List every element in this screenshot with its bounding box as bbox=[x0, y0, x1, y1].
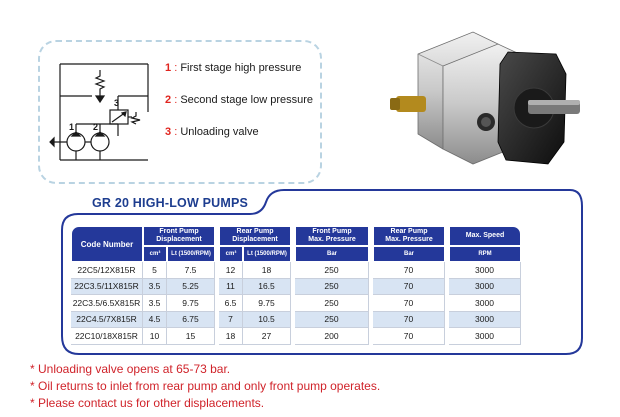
cell-rpm: 3000 bbox=[449, 262, 521, 279]
legend-item-1: 1 : First stage high pressure bbox=[165, 62, 302, 74]
header-rear-lt: Lt (1500/RPM) bbox=[243, 246, 291, 262]
header-front-bar: Bar bbox=[295, 246, 369, 262]
header-front-lt: Lt (1500/RPM) bbox=[167, 246, 215, 262]
header-front-cm3: cm³ bbox=[143, 246, 167, 262]
cell-front-cm3: 10 bbox=[143, 328, 167, 345]
cell-front-cm3: 3.5 bbox=[143, 279, 167, 296]
legend-num: 1 bbox=[165, 62, 172, 74]
header-displacement-label: Displacement bbox=[232, 236, 278, 243]
legend-num: 3 bbox=[165, 126, 172, 138]
cell-rpm: 3000 bbox=[449, 312, 521, 329]
cell-rear-cm3: 18 bbox=[219, 328, 243, 345]
legend-item-3: 3 : Unloading valve bbox=[165, 126, 259, 138]
header-rear-cm3: cm³ bbox=[219, 246, 243, 262]
cell-front-lt: 15 bbox=[167, 328, 215, 345]
cell-front-lt: 9.75 bbox=[167, 295, 215, 312]
cell-code: 22C3.5/11X815R bbox=[71, 279, 143, 296]
cell-front-bar: 250 bbox=[295, 262, 369, 279]
legend-text: Unloading valve bbox=[180, 126, 259, 138]
note-contact: * Please contact us for other displacements. bbox=[30, 396, 265, 410]
cell-front-bar: 200 bbox=[295, 328, 369, 345]
page-title: GR 20 HIGH-LOW PUMPS bbox=[92, 196, 249, 210]
cell-front-cm3: 3.5 bbox=[143, 295, 167, 312]
cell-rear-cm3: 6.5 bbox=[219, 295, 243, 312]
cell-front-lt: 6.75 bbox=[167, 312, 215, 329]
header-max-pressure-label: Max. Pressure bbox=[308, 236, 356, 243]
header-rear-pressure-label: Rear Pump bbox=[390, 228, 428, 235]
legend-text: Second stage low pressure bbox=[180, 94, 313, 106]
header-front-max-pressure bbox=[295, 226, 369, 246]
legend-text: First stage high pressure bbox=[180, 62, 302, 74]
schematic-label-2: 2 bbox=[93, 122, 99, 132]
header-front-pressure-label: Front Pump bbox=[312, 228, 352, 235]
cell-front-bar: 250 bbox=[295, 295, 369, 312]
cell-code: 22C10/18X815R bbox=[71, 328, 143, 345]
cell-rear-lt: 10.5 bbox=[243, 312, 291, 329]
cell-rear-lt: 9.75 bbox=[243, 295, 291, 312]
header-rear-bar: Bar bbox=[373, 246, 445, 262]
cell-rear-bar: 70 bbox=[373, 295, 445, 312]
cell-rear-lt: 27 bbox=[243, 328, 291, 345]
header-rear-pump-label: Rear Pump bbox=[236, 228, 274, 235]
cell-rear-cm3: 7 bbox=[219, 312, 243, 329]
header-rear-displacement bbox=[219, 226, 291, 246]
cell-front-bar: 250 bbox=[295, 312, 369, 329]
cell-code: 22C5/12X815R bbox=[71, 262, 143, 279]
cell-rpm: 3000 bbox=[449, 295, 521, 312]
header-rpm: RPM bbox=[449, 246, 521, 262]
schematic-label-1: 1 bbox=[69, 122, 75, 132]
cell-front-cm3: 4.5 bbox=[143, 312, 167, 329]
header-max-pressure-label: Max. Pressure bbox=[385, 236, 433, 243]
legend-item-2: 2 : Second stage low pressure bbox=[165, 94, 313, 106]
header-front-pump-label: Front Pump bbox=[159, 228, 199, 235]
cell-front-lt: 5.25 bbox=[167, 279, 215, 296]
cell-rear-bar: 70 bbox=[373, 328, 445, 345]
cell-rpm: 3000 bbox=[449, 279, 521, 296]
cell-front-bar: 250 bbox=[295, 279, 369, 296]
cell-rear-bar: 70 bbox=[373, 262, 445, 279]
header-rear-max-pressure bbox=[373, 226, 445, 246]
schematic-label-3: 3 bbox=[114, 98, 120, 108]
cell-rear-cm3: 11 bbox=[219, 279, 243, 296]
cell-rear-cm3: 12 bbox=[219, 262, 243, 279]
header-displacement-label: Displacement bbox=[156, 236, 202, 243]
header-front-displacement bbox=[143, 226, 215, 246]
note-unloading-valve: * Unloading valve opens at 65-73 bar. bbox=[30, 362, 231, 376]
cell-rpm: 3000 bbox=[449, 328, 521, 345]
cell-rear-lt: 16.5 bbox=[243, 279, 291, 296]
legend-num: 2 bbox=[165, 94, 172, 106]
cell-front-cm3: 5 bbox=[143, 262, 167, 279]
cell-rear-bar: 70 bbox=[373, 312, 445, 329]
note-oil-return: * Oil returns to inlet from rear pump and only front pump operates. bbox=[30, 379, 381, 393]
cell-front-lt: 7.5 bbox=[167, 262, 215, 279]
cell-rear-bar: 70 bbox=[373, 279, 445, 296]
cell-code: 22C4.5/7X815R bbox=[71, 312, 143, 329]
header-max-speed: Max. Speed bbox=[449, 226, 521, 246]
cell-code: 22C3.5/6.5X815R bbox=[71, 295, 143, 312]
cell-rear-lt: 18 bbox=[243, 262, 291, 279]
header-code-number: Code Number bbox=[71, 226, 143, 262]
